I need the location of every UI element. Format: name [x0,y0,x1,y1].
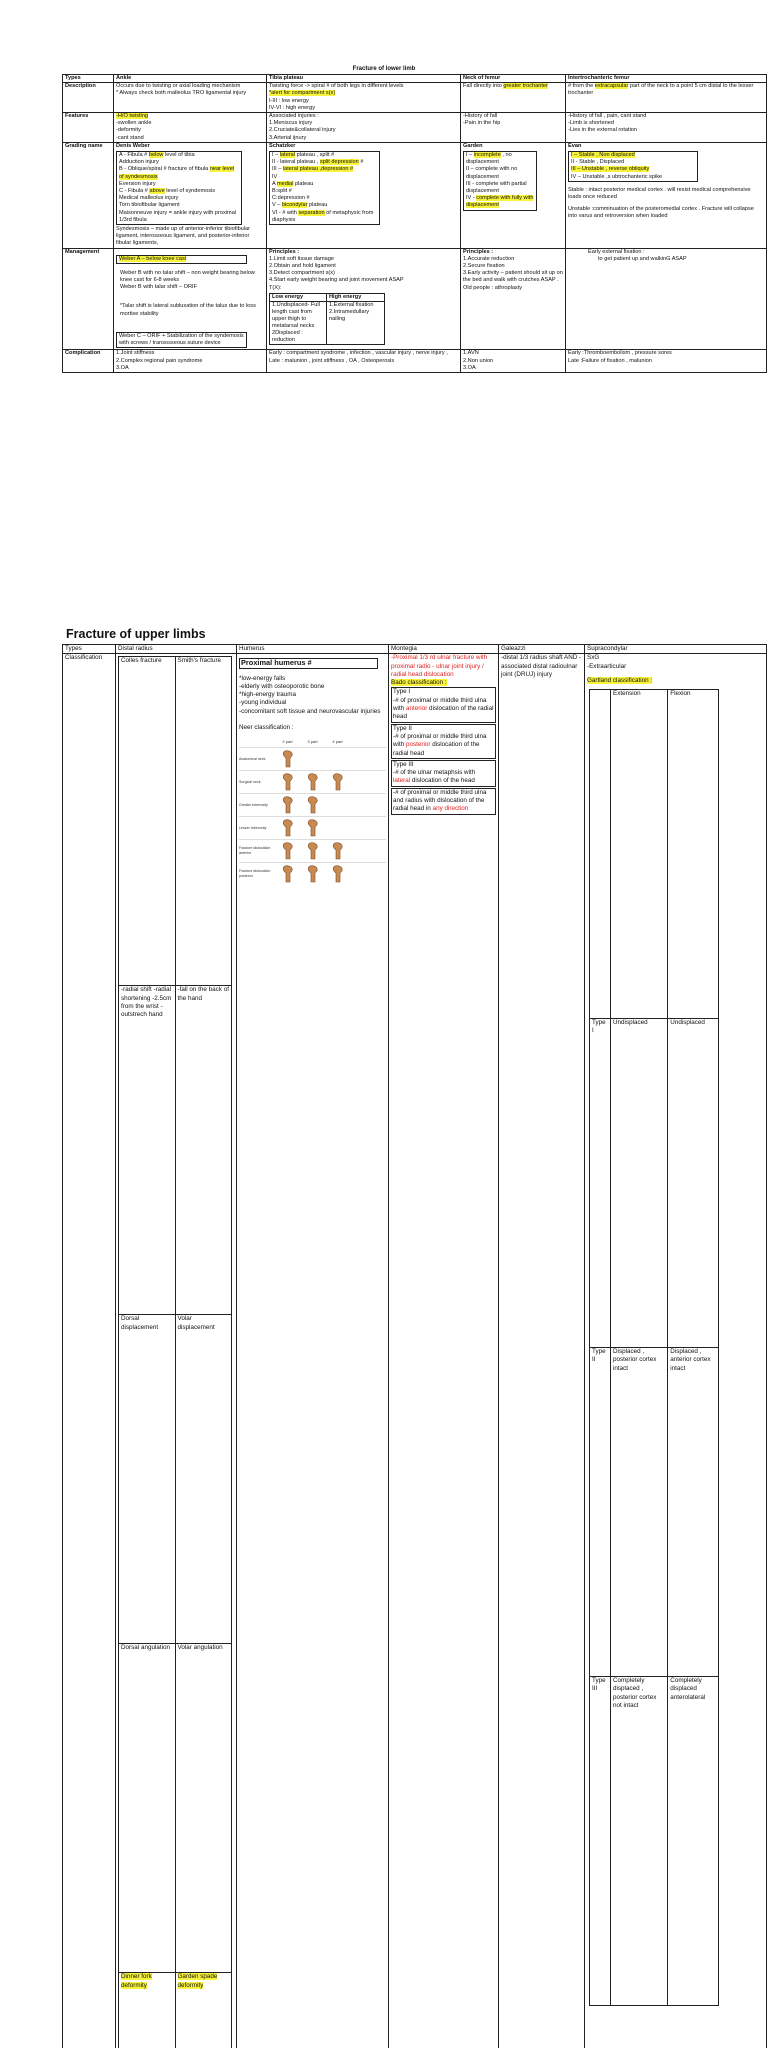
management-row [63,248,767,350]
header-nof: Neck of femur [461,75,566,83]
cell: -Proximal 1/3 rd ulnar fracture with proximal radio - ulnar joint injury / radial head dislocation Bado classification : Type I -# of proximal or middle third ulna with anterior dislocation of the radial head Type II -# of proximal or middle third ulna with posterior dislocation of the radial head Type III -# of the ulnar metaphsis with lateral dislocation of the head -# of proximal or middle third ulna and radius with dislocation of the radial head in any direction [389,654,499,2048]
cell: Occurs due to twisting or axial loading mechanism * Always check both malleolus TRO ligamental injury [114,83,267,113]
proximal-humerus-heading: Proximal humerus # [239,658,378,668]
humerus-bone-icon [300,795,325,815]
schatzker-box: I – lateral plateau , split # II - lateral plateau , split depression # III – lateral plateau ,depression # IV A medial plateau B:split # C:depression # V – bicondylar plateau VI - # with separation of metaphysic from diaphysis [269,151,380,225]
humerus-bone-icon [300,841,325,861]
row-label: Grading name [63,142,114,248]
header-humerus: Humerus [237,645,389,654]
cell: Proximal humerus # *low-energy falls -elderly with osteoporotic bone *high-energy trauma -young individual -concomitant soft tissue and neurovascular injuries Neer classification : 2 part 3 part 4 part Anatomical neck Surgical neck Greater tuberosity Lesser tuberosity Fracture dislocation anterior Fracture dislocation posterior [237,654,389,2048]
header-row [63,75,767,83]
header-galeazzi: Galeazzi [499,645,585,654]
cell: -History of fall -Pain in the hip [461,113,566,143]
cell: Principles : 1.Accurate reduction 2.Secure fixation 3.Early activity – patient should sit up on the bed and walk with crutches ASAP . Old people : athroplasty [461,248,566,350]
humerus-bone-icon [275,818,300,838]
cell: Early : compartment syndrome , infection , vascular injury , nerve injury , Late : malunion , joint stiffness , OA , Osteoperosis [267,350,461,373]
row-label: Complication [63,350,114,373]
lower-limb-table [62,74,767,373]
humerus-bone-icon [275,749,300,769]
row-label: Description [63,83,114,113]
humerus-bone-icon [300,864,325,884]
upper-limb-table [62,644,767,2048]
bado-type-1: Type I -# of proximal or middle third ulna with anterior dislocation of the radial head [391,687,496,722]
complication-row [63,350,767,373]
weber-c-box: Weber C – ORIF + Stabilization of the syndemosis with screws / transosseous suture device [116,332,247,348]
cell: Early external fixation : to get patient up and walkinG ASAP [566,248,767,350]
weber-b-group: Weber B with no talar shift – non weight bearing below knee cast for 6-8 weeks Weber B with talar shift – ORIF *Talar shift is lateral subluxation of the talus due to loss mortise stability [120,269,256,317]
humerus-bone-icon [275,841,300,861]
weber-box: A - Fibula # below level of tibia Adduction injury B - Oblique/spiral # fracture of fibula near level of syndesmosis Eversion injury C - Fibula # above level of syndemosis Medical malleolus injury Torn tibiofibular ligament Maisonneuve injury = ankle injury with proximal 1/3rd fibula [116,151,242,225]
humerus-bone-icon [275,772,300,792]
cell: -History of fall , pain, cant stand -Limb is shortened -Lies in the external rotation [566,113,767,143]
cell [114,248,267,350]
cell: Evan I – Stable , Non displaced II - Stable , Displaced III – Unstable , reverse obliquity IV – Unstable ,s ubtrochanteric spike Stable : intact posterior medical cortex . will resist medical comprehensive loads once reduced Unstable :comminuation of the posteromedial cortex . Fracture will collapse into varus and retroversion when loaded [566,142,767,248]
cell: SxG -Extraarticular Gartland classification : Extension Flexion Type I Undisplaced Undisplaced Type II Displaced , posterior cortex intact Displaced , anterior cortex intact Type III Completely displaced , posterior cortex not intact Completely displaced anterolateral [585,654,767,2048]
header-montegia: Montegia [389,645,499,654]
cell [116,654,237,2048]
header-types: Types [63,75,114,83]
header-row [63,645,767,654]
cell: Associated injuries : 1.Meniscus injury 2.Cruciate&collateral injury 3.Arterial ijnury [267,113,461,143]
upper-limb-title: Fracture of upper limbs [66,627,206,641]
bado-type-3: Type III -# of the ulnar metaphsis with lateral dislocation of the head [391,760,496,787]
cell: 1.Joint stiffness 2.Complex regional pain syndrome 3.OA [114,350,267,373]
neer-classification-figure: 2 part 3 part 4 part Anatomical neck Surgical neck Greater tuberosity Lesser tuberosity Fracture dislocation anterior Fracture dislocation posterior [239,738,386,884]
humerus-bone-icon [325,864,350,884]
bado-type-2: Type II -# of proximal or middle third ulna with posterior dislocation of the radial head [391,724,496,759]
garden-box: I – incomplete , no displacement II – complete with no displacement III - complete with partial displacement IV - complete with fully with displacement [463,151,537,211]
header-distal-radius: Distal radius [116,645,237,654]
header-types: Types [63,645,116,654]
row-label: Management [63,248,114,350]
cell: Fall directly into greater trochanter [461,83,566,113]
classification-row [63,654,767,2048]
lower-limb-title: Fracture of lower limb [352,66,416,72]
header-tibia: Tibia plateau [267,75,461,83]
humerus-bone-icon [275,795,300,815]
cell: Twisting force -> spiral # of both legs in different levels *alert for compartment s(x) I-III : low energy IV-VI : high energy [267,83,461,113]
cell: Principles : 1.Limit soft tissue damage 2.Obtain and hold ligament 3.Detect compartment s(x) 4.Start early weight bearing and joint movement ASAP T(X): Low energy High energy 1.Undisplaced- Full length cast from upper thigh to metatarsal necks 2Displaced : reduction 1.External fixation 2.Intramedullary nailing [267,248,461,350]
cell: -distal 1/3 radius shaft AND -associated distal radioulnar joint (DRUJ) injury [499,654,585,2048]
description-row [63,83,767,113]
colles-smith-table: Colles fracture Smith's fracture -radial shift -radial shortening -2.5cm from the wrist -outstrech hand -fall on the back of the hand Dorsal displacement Volar displacement Dorsal angulation Volar angulation Dinner fork deformity Garden spade deformity [118,656,232,2048]
cell: 1.AVN 2.Non union 3.OA [461,350,566,373]
humerus-bone-icon [325,841,350,861]
header-inter: Intertrochanteric femur [566,75,767,83]
cell: Early :Thromboembolism , pressure sores Late :Failure of fixation , malunion [566,350,767,373]
cell: Garden I – incomplete , no displacement II – complete with no displacement III - complete with partial displacement IV - complete with fully with displacement [461,142,566,248]
features-row [63,113,767,143]
humerus-bone-icon [300,818,325,838]
cell: # from the extracapsular part of the neck to a point 5 cm distal to the lesser trochanter [566,83,767,113]
bado-type-4: -# of proximal or middle third ulna and radius with dislocation of the radial head in any direction [391,788,496,815]
humerus-bone-icon [300,772,325,792]
evan-box: I – Stable , Non displaced II - Stable , Displaced III – Unstable , reverse obliquity IV – Unstable ,s ubtrochanteric spike [568,151,698,182]
humerus-bone-icon [275,864,300,884]
weber-a-box: Weber A – below knee cast [116,255,247,264]
gartland-table: Extension Flexion Type I Undisplaced Undisplaced Type II Displaced , posterior cortex intact Displaced , anterior cortex intact Type III Completely displaced , posterior cortex not intact Completely displaced anterolateral [589,689,719,2006]
cell: Schatzker I – lateral plateau , split # II - lateral plateau , split depression # III – lateral plateau ,depression # IV A medial plateau B:split # C:depression # V – bicondylar plateau VI - # with separation of metaphysic from diaphysis [267,142,461,248]
row-label: Classification [63,654,116,2048]
cell: Denis Weber A - Fibula # below level of tibia Adduction injury B - Oblique/spiral # fracture of fibula near level of syndesmosis Eversion injury C - Fibula # above level of syndemosis Medical malleolus injury Torn tibiofibular ligament Maisonneuve injury = ankle injury with proximal 1/3rd fibula Syndesmosis – made up of anterior-inferior tibiofibular ligament, interosseous ligament, and posterior-inferior fibular ligaments, [114,142,267,248]
energy-table: Low energy High energy 1.Undisplaced- Full length cast from upper thigh to metatarsal necks 2Displaced : reduction 1.External fixation 2.Intramedullary nailing [269,293,385,345]
cell: -H/O twisting -swollen ankle -deformity -cant stand [114,113,267,143]
header-supracondylar: Supracondylar [585,645,767,654]
humerus-bone-icon [325,772,350,792]
row-label: Features [63,113,114,143]
grading-row [63,142,767,248]
header-ankle: Ankle [114,75,267,83]
